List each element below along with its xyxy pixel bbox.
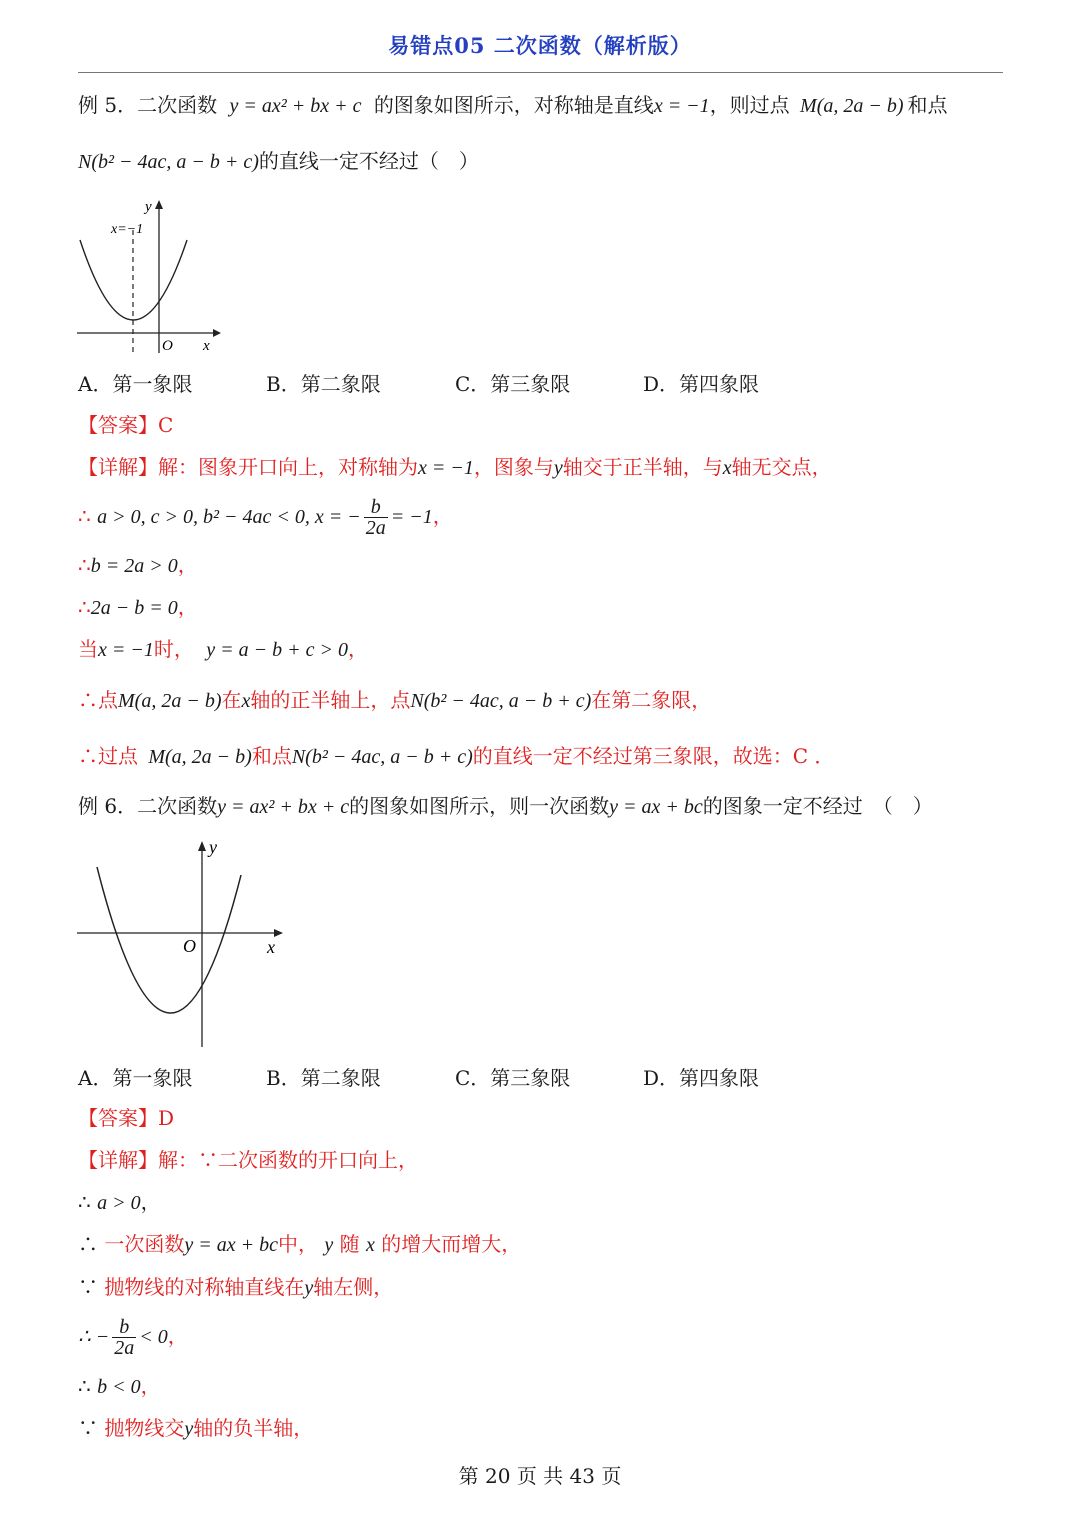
y-axis-arrow	[198, 841, 206, 851]
ex5-detail-line6: ∴点M(a, 2a − b)在x轴的正半轴上，点N(b² − 4ac, a − b + c)在第二象限，	[78, 688, 712, 712]
ex5-option-d: D．第四象限	[643, 372, 760, 396]
ex5-option-a: A．第一象限	[78, 372, 193, 396]
y-axis-label: y	[209, 837, 217, 857]
page-footer: 第 20 页 共 43 页	[458, 1464, 622, 1488]
ex6-option-c: C．第三象限	[455, 1066, 571, 1090]
ex5-detail-line4: ∴2a − b = 0，	[78, 595, 198, 619]
ex6-detail-line7: ∵ 抛物线交y轴的负半轴，	[78, 1416, 314, 1440]
x-axis-label: x	[267, 937, 275, 957]
ex6-parabola-graph	[75, 835, 290, 1050]
ex5-detail-line1: 【详解】解：图象开口向上，对称轴为x = −1，图象与y轴交于正半轴，与x轴无交点，	[78, 455, 832, 479]
ex5-parabola-graph	[75, 195, 225, 360]
symmetry-axis-label: x=−1	[111, 222, 144, 237]
ex5-option-c: C．第三象限	[455, 372, 571, 396]
ex6-detail-line1: 【详解】解：∵二次函数的开口向上，	[78, 1148, 418, 1172]
ex5-detail-line2: ∴ a > 0, c > 0, b² − 4ac < 0, x = − $\frac{b}{2a}$ = −1，	[78, 496, 453, 539]
origin-label: O	[183, 936, 196, 956]
origin-label: O	[162, 338, 173, 354]
ex6-option-b: B．第二象限	[266, 1066, 381, 1090]
ex6-detail-line6: ∴ b < 0，	[78, 1374, 161, 1398]
ex6-question: 例 6．二次函数y = ax² + bx + c的图象如图所示，则一次函数y = ax + bc的图象一定不经过 （ ）	[78, 794, 933, 818]
ex5-question-line2: N(b² − 4ac, a − b + c)的直线一定不经过（ ）	[78, 149, 479, 173]
ex6-detail-line3: ∴ 一次函数y = ax + bc中， y 随 x 的增大而增大，	[78, 1232, 522, 1256]
ex6-detail-line5: ∴ − $\frac{b}{2a}$ < 0，	[78, 1316, 188, 1359]
ex5-answer: 【答案】C	[78, 413, 174, 437]
ex5-detail-line5: 当x = −1时， y = a − b + c > 0，	[78, 637, 368, 661]
ex6-option-a: A．第一象限	[78, 1066, 193, 1090]
fraction: $\frac{b}{2a}$	[114, 1316, 135, 1359]
ex5-detail-line3: ∴b = 2a > 0，	[78, 553, 198, 577]
ex6-detail-line4: ∵ 抛物线的对称轴直线在y轴左侧，	[78, 1275, 394, 1299]
parabola-curve	[97, 867, 241, 1013]
ex6-detail-line2: ∴ a > 0，	[78, 1190, 161, 1214]
header-rule	[78, 72, 1003, 73]
page-title: 易错点05 二次函数（解析版）	[388, 33, 692, 58]
ex6-answer: 【答案】D	[78, 1106, 175, 1130]
fraction: $\frac{b}{2a}$	[365, 496, 386, 539]
ex5-question-line1: 例 5．二次函数 y = ax² + bx + c 的图象如图所示，对称轴是直线x = −1，则过点 M(a, 2a − b) 和点	[78, 93, 948, 117]
y-axis-arrow	[155, 200, 163, 209]
x-axis-arrow	[274, 929, 283, 937]
ex6-option-d: D．第四象限	[643, 1066, 760, 1090]
x-axis-arrow	[213, 329, 221, 337]
x-axis-label: x	[203, 338, 210, 354]
y-axis-label: y	[145, 199, 152, 215]
ex5-detail-line7: ∴过点 M(a, 2a − b)和点N(b² − 4ac, a − b + c)的直线一定不经过第三象限，故选：C ．	[78, 744, 835, 768]
ex5-option-b: B．第二象限	[266, 372, 381, 396]
